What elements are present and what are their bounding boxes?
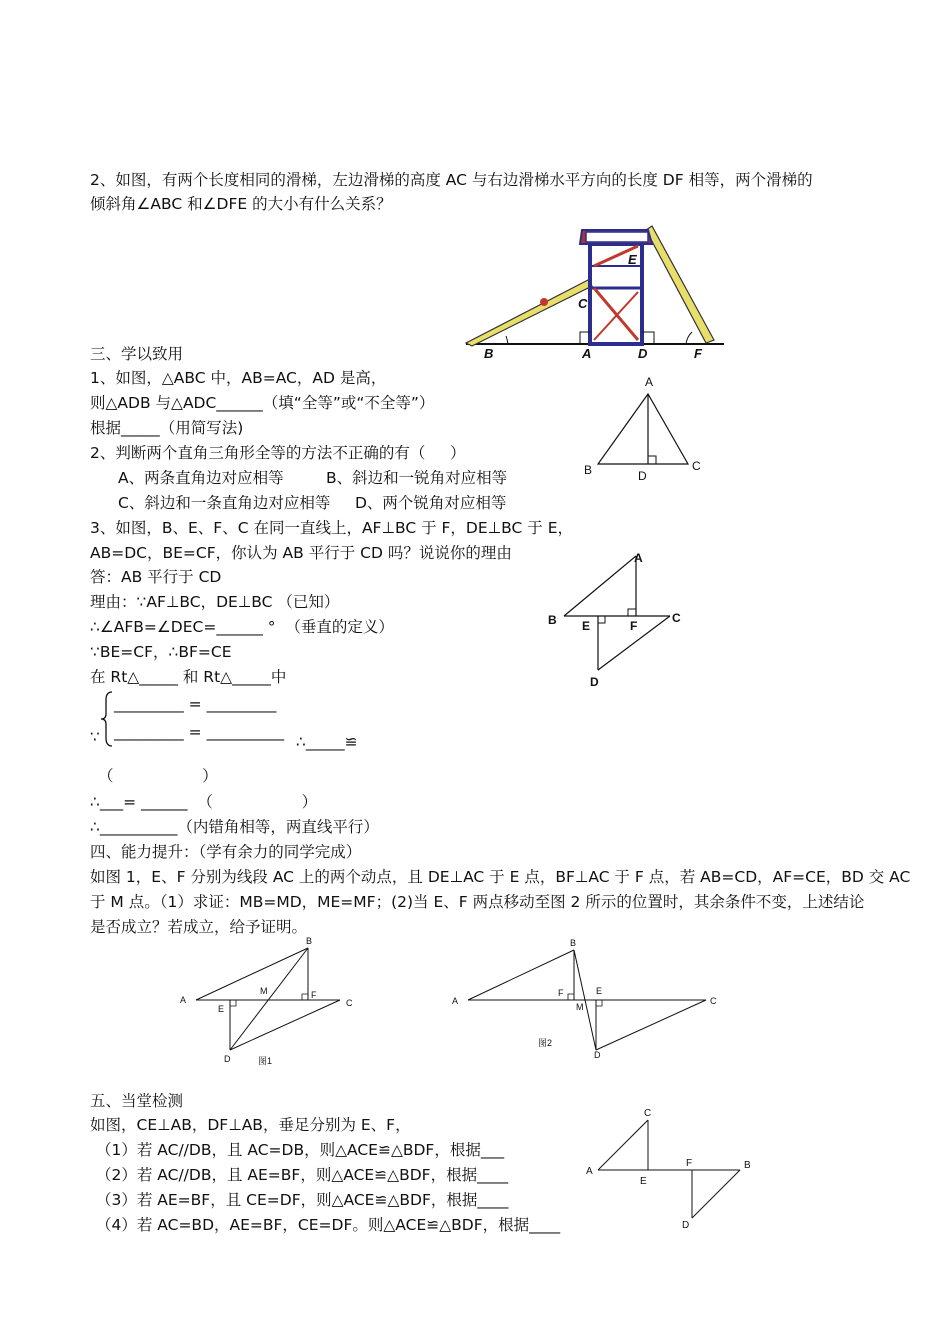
fig1-label-M: M [260, 986, 268, 996]
fig2-label-B: B [570, 938, 577, 948]
tri-label-D: D [638, 469, 647, 483]
brace-row-1: _________ = _________ [114, 695, 277, 713]
fig2-label-A: A [452, 996, 459, 1006]
s5-intro: 如图，CE⊥AB，DF⊥AB，垂足分别为 E、F， [90, 1116, 411, 1134]
s5fig-label-B: B [744, 1160, 751, 1171]
s5fig-label-D: D [682, 1220, 690, 1231]
brace-symbol [100, 690, 114, 748]
s3-step4: ∴___= ______ （ ） [90, 793, 318, 811]
fig1-label-C: C [346, 998, 353, 1008]
s3-reason: 理由：∵AF⊥BC，DE⊥BC （已知） [90, 593, 340, 611]
s3-p2-option-d: D、两个锐角对应相等 [355, 494, 507, 512]
s3-p1-line2: 则△ADB 与△ADC______（填“全等”或“不全等”） [90, 394, 435, 412]
pp-label-C: C [672, 611, 681, 625]
pp-label-E: E [582, 619, 591, 633]
s3-p1-line1: 1、如图，△ABC 中，AB=AC，AD 是高， [90, 369, 387, 387]
s3-step2: ∵BE=CF，∴BF=CE [90, 643, 232, 661]
s3-p2-option-a: A、两条直角边对应相等 [118, 469, 284, 487]
slide-label-F: F [694, 346, 702, 361]
fig2-label-M: M [576, 1002, 584, 1012]
q2-text-line2: 倾斜角∠ABC 和∠DFE 的大小有什么关系？ [90, 195, 392, 213]
fig1-label-A: A [180, 995, 187, 1005]
tri-label-C: C [692, 459, 701, 473]
pp-label-F: F [630, 619, 638, 633]
slide-label-C: C [578, 296, 588, 311]
fig1-caption: 图1 [258, 1056, 273, 1066]
s3-p1-line3: 根据_____（用简写法) [90, 419, 244, 437]
pp-label-D: D [590, 675, 599, 689]
s5-item-2: （2）若 AC//DB，且 AE=BF，则△ACE≌△BDF，根据____ [96, 1166, 509, 1184]
fig2-label-F: F [558, 988, 564, 998]
s4-line1: 如图 1，E、F 分别为线段 AC 上的两个动点，且 DE⊥AC 于 E 点，BF⊥AC 于 F 点，若 AB=CD，AF=CE，BD 交 AC [90, 868, 911, 886]
s5fig-label-F: F [686, 1158, 693, 1169]
fig2-label-E: E [596, 986, 603, 996]
slide-label-B: B [484, 346, 494, 361]
section5-heading: 五、当堂检测 [90, 1092, 184, 1110]
slide-label-A: A [582, 346, 592, 361]
s5-item-3: （3）若 AE=BF，且 CE=DF，则△ACE≌△BDF，根据____ [96, 1191, 509, 1209]
section3-heading: 三、学以致用 [90, 345, 184, 363]
s3-step3: 在 Rt△_____ 和 Rt△_____中 [90, 668, 287, 686]
s5fig-label-A: A [586, 1166, 593, 1177]
fig1-label-D: D [224, 1054, 231, 1064]
fig1-label-E: E [218, 1004, 225, 1014]
s5-item-4: （4）若 AC=BD，AE=BF，CE=DF。则△ACE≌△BDF，根据____ [96, 1216, 561, 1234]
figure-1 [172, 932, 362, 1072]
s3-p3-line1: 3、如图，B、E、F、C 在同一直线上，AF⊥BC 于 F，DE⊥BC 于 E， [90, 519, 573, 537]
fig1-label-B: B [306, 936, 313, 946]
s3-p2-option-c: C、斜边和一条直角边对应相等 [118, 494, 331, 512]
brace-because: ∵ [90, 728, 100, 746]
q2-text-line1: 2、如图，有两个长度相同的滑梯，左边滑梯的高度 AC 与右边滑梯水平方向的长度 DF 相等，两个滑梯的 [90, 171, 813, 189]
fig2-label-D: D [594, 1050, 601, 1060]
s3-p2: 2、判断两个直角三角形全等的方法不正确的有（ ） [90, 444, 466, 462]
fig2-label-C: C [710, 996, 717, 1006]
slide-figure [462, 222, 732, 362]
slide-label-E: E [628, 252, 637, 267]
s5-item-1: （1）若 AC//DB，且 AC=DB，则△ACE≌△BDF，根据___ [96, 1141, 505, 1159]
s3-p3-line2: AB=DC，BE=CF，你认为 AB 平行于 CD 吗？说说你的理由 [90, 544, 512, 562]
s5fig-label-C: C [644, 1108, 652, 1119]
s3-answer: 答：AB 平行于 CD [90, 568, 222, 586]
s4-line2: 于 M 点。（1）求证：MB=MD，ME=MF；(2)当 E、F 两点移动至图 2 所示的位置时，其余条件不变，上述结论 [90, 893, 865, 911]
section4-heading: 四、能力提升：（学有余力的同学完成） [90, 843, 362, 861]
s3-p2-option-b: B、斜边和一锐角对应相等 [326, 469, 508, 487]
tri-label-A: A [645, 375, 654, 389]
pp-label-B: B [548, 613, 557, 627]
s3-step1: ∴∠AFB=∠DEC=______ ° （垂直的定义） [90, 618, 394, 636]
section5-figure [582, 1104, 762, 1234]
s5fig-label-E: E [640, 1176, 647, 1187]
s3-paren-row: （ ） [98, 767, 218, 785]
brace-row-2: _________ = __________ [114, 723, 285, 741]
figure-2 [446, 932, 736, 1062]
isosceles-triangle-figure [578, 374, 708, 486]
brace-therefore: ∴_____≌ [296, 733, 358, 751]
pp-label-A: A [634, 551, 643, 565]
fig2-caption: 图2 [538, 1038, 553, 1048]
s3-step5: ∴__________（内错角相等，两直线平行） [90, 818, 379, 836]
slide-label-D: D [638, 346, 648, 361]
tri-label-B: B [584, 463, 593, 477]
fig1-label-F: F [311, 990, 317, 1000]
parallel-proof-figure [540, 546, 700, 694]
s4-line3: 是否成立？若成立，给予证明。 [90, 918, 308, 936]
